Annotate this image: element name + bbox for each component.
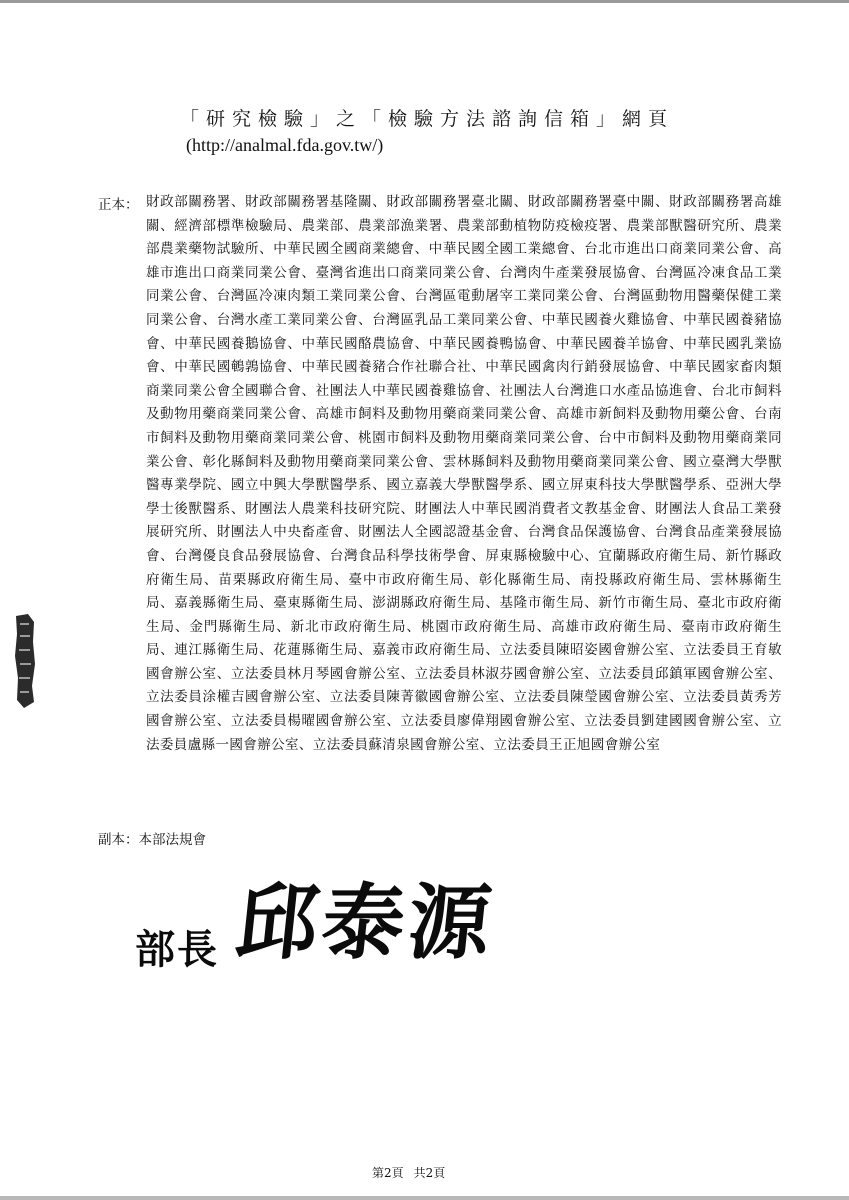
scan-edge-bottom	[0, 1196, 849, 1200]
page-number: 第2頁	[372, 1166, 404, 1180]
page-total: 共2頁	[413, 1166, 446, 1180]
minister-signature	[135, 858, 500, 975]
copy-recipient-list: 本部法規會	[138, 832, 206, 848]
signature-name: 邱泰源	[231, 875, 500, 971]
main-recipient-list: 財政部關務署、財政部關務署基隆關、財政部關務署臺北關、財政部關務署臺中關、財政部關務署高雄關、經濟部標準檢驗局、農業部、農業部漁業署、農業部動植物防疫檢疫署、農業部獸醫研究所、農業部農業藥物試驗所、中華民國全國商業總會、中華民國全國工業總會、台北市進出口商業同業公會、高雄市進出口商業同業公會、臺灣省進出口商業同業公會、台灣肉牛產業發展協會、台灣區冷凍食品工業同業公會、台灣區冷凍肉類工業同業公會、台灣區電動屠宰工業同業公會、台灣區動物用醫藥保健工業同業公會、台灣水產工業同業公會、台灣區乳品工業同業公會、中華民國養火雞協會、中華民國養豬協會、中華民國養鵝協會、中華民國酪農協會、中華民國養鴨協會、中華民國養羊協會、中華民國乳業協會、中華民國鵪鶉協會、中華民國養豬合作社聯合社、中華民國禽肉行銷發展協會、中華民國家畜肉類商業同業公會全國聯合會、社團法人中華民國養雞協會、社團法人台灣進口水產品協進會、台北市飼料及動物用藥商業同業公會、高雄市飼料及動物用藥商業同業公會、高雄市新飼料及動物用藥公會、台南市飼料及動物用藥商業同業公會、桃園市飼料及動物用藥商業同業公會、台中市飼料及動物用藥商業同業公會、彰化縣飼料及動物用藥商業同業公會、雲林縣飼料及動物用藥商業同業公會、國立臺灣大學獸醫專業學院、國立中興大學獸醫學系、國立嘉義大學獸醫學系、國立屏東科技大學獸醫學系、亞洲大學學士後獸醫系、財團法人農業科技研究院、財團法人中華民國消費者文教基金會、財團法人食品工業發展研究所、財團法人中央畜產會、財團法人全國認證基金會、台灣食品保護協會、台灣食品產業發展協會、台灣優良食品發展協會、台灣食品科學技術學會、屏東縣檢驗中心、宜蘭縣政府衛生局、新竹縣政府衛生局、苗栗縣政府衛生局、臺中市政府衛生局、彰化縣衛生局、南投縣政府衛生局、雲林縣衛生局、嘉義縣衛生局、臺東縣衛生局、澎湖縣政府衛生局、基隆市衛生局、新竹市衛生局、臺北市政府衛生局、金門縣衛生局、新北市政府衛生局、桃園市政府衛生局、高雄市政府衛生局、臺南市政府衛生局、連江縣衛生局、花蓮縣衛生局、嘉義市政府衛生局、立法委員陳昭姿國會辦公室、立法委員王育敏國會辦公室、立法委員林月琴國會辦公室、立法委員林淑芬國會辦公室、立法委員邱鎮軍國會辦公室、立法委員涂權吉國會辦公室、立法委員陳菁徽國會辦公室、立法委員陳瑩國會辦公室、立法委員黃秀芳國會辦公室、立法委員楊曜國會辦公室、立法委員廖偉翔國會辦公室、立法委員劉建國國會辦公室、立法委員盧縣一國會辦公室、立法委員蘇清泉國會辦公室、立法委員王正旭國會辦公室	[146, 194, 782, 753]
main-recipient-label: 正本：	[98, 197, 139, 213]
signature-title: 部長	[135, 926, 219, 973]
page-footer	[372, 1164, 455, 1181]
subject-title: 「研究檢驗」之「檢驗方法諮詢信箱」網頁	[180, 108, 675, 130]
copy-recipient-label: 副本：	[98, 832, 139, 848]
seal-stamp-icon	[14, 612, 36, 710]
scan-edge-top	[0, 0, 849, 3]
subject-url: (http://analmal.fda.gov.tw/)	[186, 135, 384, 155]
copy-recipient-line	[98, 828, 206, 848]
